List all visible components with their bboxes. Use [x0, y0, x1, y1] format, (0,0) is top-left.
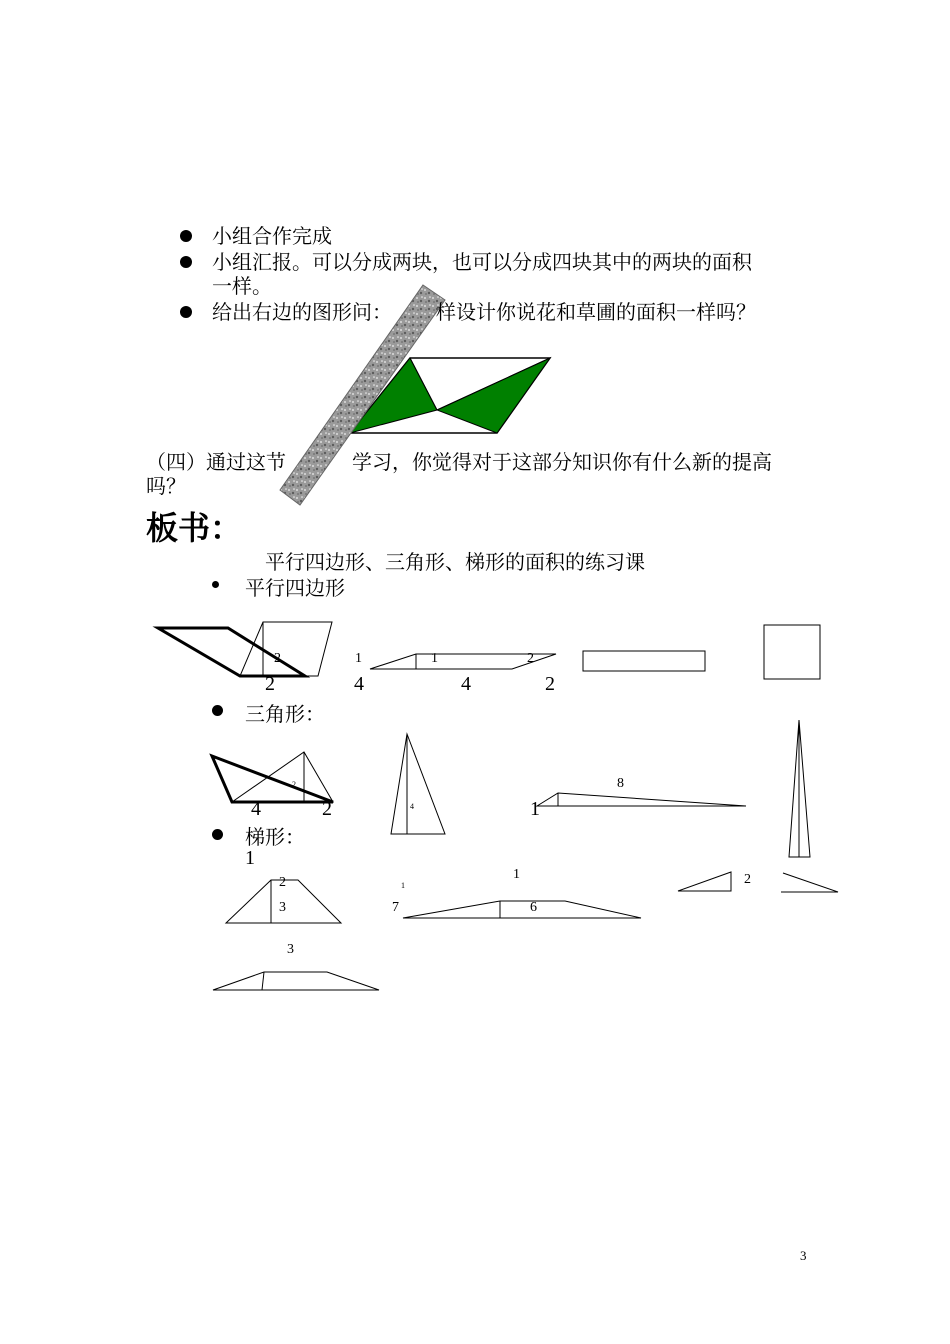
- rectangle-figure: [583, 651, 705, 671]
- label: 1: [401, 881, 405, 890]
- bullet-icon: [212, 581, 219, 588]
- board-subtitle: 平行四边形、三角形、梯形的面积的练习课: [265, 550, 645, 574]
- label: 2: [274, 651, 281, 666]
- label: 1: [245, 847, 255, 869]
- trapezoid-figure-3: [678, 872, 838, 892]
- label: 2: [279, 875, 286, 890]
- section-trapezoid: 梯形：: [245, 825, 305, 849]
- triangle-figure-3: [537, 793, 746, 806]
- parallelogram-figure-1: [158, 622, 332, 676]
- label: 3: [279, 900, 286, 915]
- label: 6: [530, 900, 537, 915]
- bullet-tail: 样设计你说花和草圃的面积一样吗？: [436, 300, 756, 324]
- trapezoid-figure-2: [403, 901, 641, 918]
- label: 2: [744, 872, 751, 887]
- section-triangle: 三角形：: [245, 702, 325, 726]
- q4-line1-end: 学习，你觉得对于这部分知识你有什么新的提高: [352, 450, 772, 474]
- label: 1: [355, 651, 362, 666]
- square-figure: [764, 625, 820, 679]
- label: 4: [251, 798, 261, 820]
- trapezoid-figure-4: [213, 972, 379, 990]
- label: 2: [292, 780, 296, 789]
- page-number: 3: [800, 1248, 807, 1263]
- triangle-figure-2: [391, 734, 445, 834]
- label: 2: [527, 651, 534, 666]
- label: 1: [431, 651, 438, 666]
- label: 1: [513, 867, 520, 882]
- bullet-icon: [180, 230, 192, 242]
- bullet-continuation: 一样。: [212, 274, 272, 298]
- q4-line1-start: （四）通过这节: [146, 450, 286, 474]
- board-heading: 板书：: [146, 509, 243, 547]
- bullet-icon: [212, 829, 223, 840]
- section-parallelogram: 平行四边形: [245, 576, 345, 600]
- triangle-figure-1: [212, 752, 333, 802]
- bullet-icon: [212, 705, 223, 716]
- label: 2: [265, 673, 275, 695]
- label: 4: [410, 802, 414, 811]
- label: 1: [530, 798, 540, 820]
- label: 3: [287, 942, 294, 957]
- label: 2: [545, 673, 555, 695]
- q4-line2: 吗？: [146, 474, 186, 498]
- label: 7: [392, 900, 399, 915]
- bullet-icon: [180, 306, 192, 318]
- bullet-icon: [180, 256, 192, 268]
- label: 4: [354, 673, 364, 695]
- label: 8: [617, 776, 624, 791]
- triangle-figure-4: [789, 720, 810, 857]
- label: 2: [322, 798, 332, 820]
- label: 4: [461, 673, 471, 695]
